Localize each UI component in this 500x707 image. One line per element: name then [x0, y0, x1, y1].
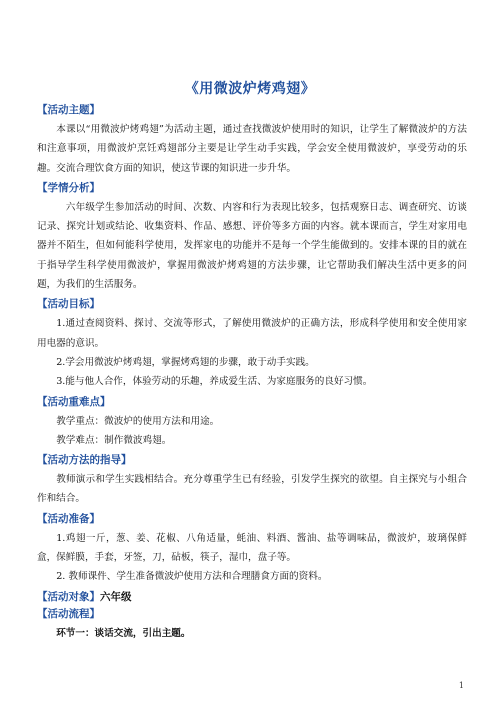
goal-item-2: 2.学会用微波炉烤鸡翅，掌握烤鸡翅的步骤，敢于动手实践。: [56, 356, 315, 368]
document-body: [37, 100, 467, 643]
section-heading-audience-label: 【活动对象】: [37, 590, 100, 603]
goal-item-1: 1.通过查阅资料、探讨、交流等形式，了解使用微波炉的正确方法，形成科学使用和安全使用家用电器的意识。: [37, 318, 467, 349]
section-heading-goals: 【活动目标】: [37, 298, 100, 311]
section-theme-paragraph: 本课以“用微波炉烤鸡翅”为活动主题，通过查找微波炉使用时的知识，让学生了解微波炉的方法和注意事项，用微波炉烹饪鸡翅部分主要是让学生动手实践，学会安全使用微波炉，享受劳动的乐趣。交流合理饮食方面的知识，使这节课的知识进一步升华。: [37, 124, 467, 174]
goal-item-3: 3.能与他人合作，体验劳动的乐趣，养成爱生活、为家庭服务的良好习惯。: [56, 376, 373, 388]
preparation-item-1: 1.鸡翅一斤，葱、姜、花椒、八角适量，蚝油、料酒、酱油、盐等调味品，微波炉，玻璃保鲜盒，保鲜膜，手套，牙签，刀，砧板，筷子，湿巾，盘子等。: [37, 532, 467, 564]
key-point-focus: 教学重点：微波炉的使用方法和用途。: [56, 415, 220, 427]
document-title: 《用微波炉烤鸡翅》: [184, 81, 316, 97]
section-heading-analysis: 【学情分析】: [37, 181, 100, 194]
section-heading-method: 【活动方法的指导】: [37, 454, 132, 467]
section-heading-theme: 【活动主题】: [37, 104, 100, 116]
section-heading-audience-value: 六年级: [100, 590, 132, 603]
section-heading-preparation: 【活动准备】: [37, 512, 100, 525]
process-step-1: 环节一：谈话交流，引出主题。: [56, 627, 191, 639]
page-number: 1: [458, 681, 464, 690]
section-heading-key-points: 【活动重难点】: [37, 395, 111, 408]
section-method-paragraph: 教师演示和学生实践相结合。充分尊重学生已有经验，引发学生探究的欲望。自主探究与小组合作和结合。: [37, 474, 467, 505]
preparation-item-2: 2. 教师课件、学生准备微波炉使用方法和合理膳食方面的资料。: [56, 571, 328, 583]
key-point-difficulty: 教学难点：制作微波鸡翅。: [56, 434, 172, 446]
section-heading-process: 【活动流程】: [37, 607, 100, 620]
section-analysis-paragraph: 六年级学生参加活动的时间、次数、内容和行为表现比较多，包括观察日志、调查研究、访谈记录、探究计划或结论、收集资料、作品、感想、评价等多方面的内容。就本课而言，学生对家用电器并不陌生，但如何能科学使用，发挥家电的功能并不是每一个学生能做到的。安排本课的目的就在于指导学生科学使用微波炉，掌握用微波炉烤鸡翅的方法步骤，让它帮助我们解决生活中更多的问题，为我们的生活服务。: [37, 201, 467, 291]
section-heading-audience: [37, 590, 467, 604]
